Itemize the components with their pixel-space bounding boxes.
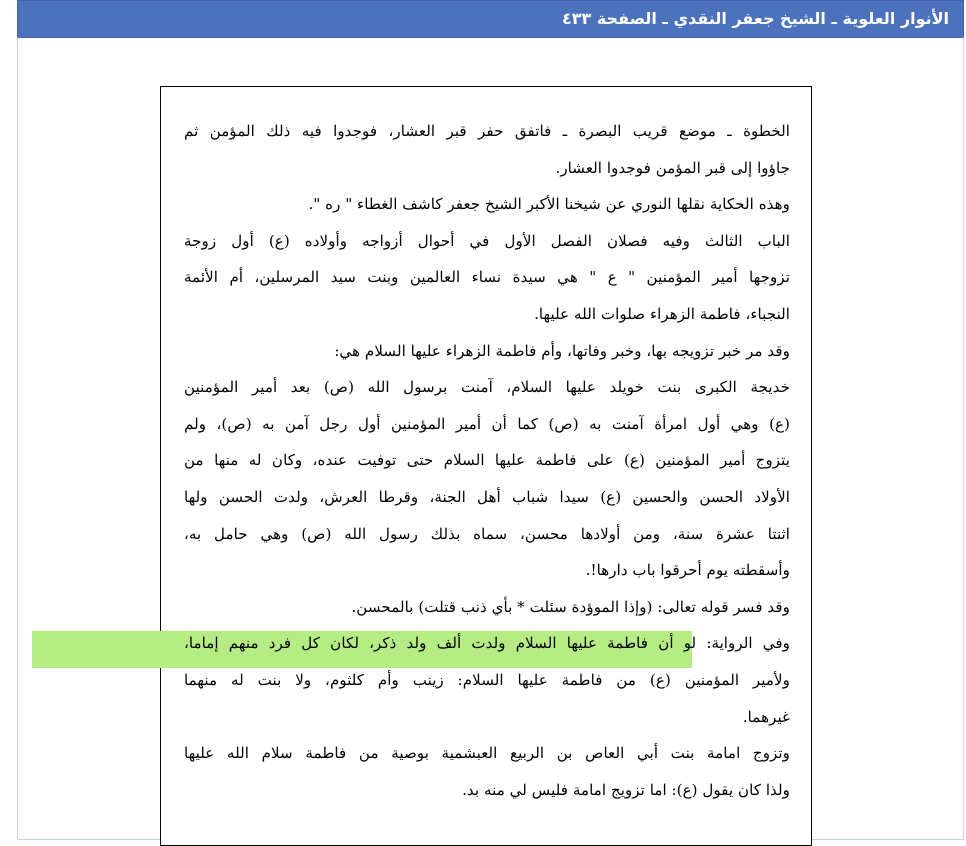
text-line: تزوجها أمير المؤمنين " ع " هي سيدة نساء العالمين وبنت سيد المرسلين، أم الأئمة xyxy=(184,268,790,287)
page-title-bar xyxy=(17,0,964,38)
text-line: وقد مر خبر تزويجه بها، وخبر وفاتها، وأم فاطمة الزهراء عليها السلام هي: xyxy=(334,341,790,360)
text-line: جاؤوا إلى قبر المؤمن فوجدوا العشار. xyxy=(555,158,790,177)
text-line: اثنتا عشرة سنة، ومن أولادها محسن، سماه بذلك رسول الله (ص) وهي حامل به، xyxy=(184,524,790,543)
text-line: وهذه الحكاية نقلها النوري عن شيخنا الأكبر الشيخ جعفر كاشف الغطاء " ره ". xyxy=(308,195,790,214)
text-line: خديجة الكبرى بنت خويلد عليها السلام، آمنت برسول الله (ص) بعد أمير المؤمنين xyxy=(184,378,790,397)
text-line: ولذا كان يقول (ع): اما تزويج امامة فليس لي منه بد. xyxy=(462,780,790,799)
text-line: يتزوج أمير المؤمنين (ع) على فاطمة عليها السلام حتى توفيت عنده، وكان له منها من xyxy=(184,451,790,470)
text-line: ولأمير المؤمنين (ع) من فاطمة عليها السلام: زينب وأم كلثوم، ولا بنت له منهما xyxy=(184,670,790,689)
text-line: الباب الثالث وفيه فصلان الفصل الأول في أحوال أزواجه وأولاده (ع) أول زوجة xyxy=(184,231,790,250)
text-line: النجباء، فاطمة الزهراء صلوات الله عليها. xyxy=(534,304,790,323)
text-line: وأسقطته يوم أحرقوا باب دارها!. xyxy=(585,561,790,580)
text-line: الأولاد الحسن والحسين (ع) سيدا شباب أهل الجنة، وقرطا العرش، ولدت الحسن ولها xyxy=(184,487,790,506)
text-line: الخطوة ـ موضع قريب البصرة ـ فاتفق حفر قبر العشار، فوجدوا فيه ذلك المؤمن ثم xyxy=(184,122,790,140)
text-line: وتزوج امامة بنت أبي العاص بن الربيع العبشمية بوصية من فاطمة سلام الله عليها xyxy=(184,744,790,763)
page-title: الأنوار العلوية ـ الشيخ جعفر النقدي ـ الصفحة ٤٣٣ xyxy=(561,9,949,28)
text-line: غيرهما. xyxy=(742,707,790,726)
text-line: وقد فسر قوله تعالى: (وإذا الموؤدة سئلت * بأي ذنب قتلت) بالمحسن. xyxy=(351,597,790,616)
text-line: (ع) وهي أول امرأة آمنت به (ص) كما أن أمير المؤمنين أول رجل آمن به (ص)، ولم xyxy=(184,414,790,433)
document-body xyxy=(184,113,790,808)
text-line: وفي الرواية: لو أن فاطمة عليها السلام ولدت ألف ولد ذكر، لكان كل فرد منهم إماما، xyxy=(184,634,790,653)
